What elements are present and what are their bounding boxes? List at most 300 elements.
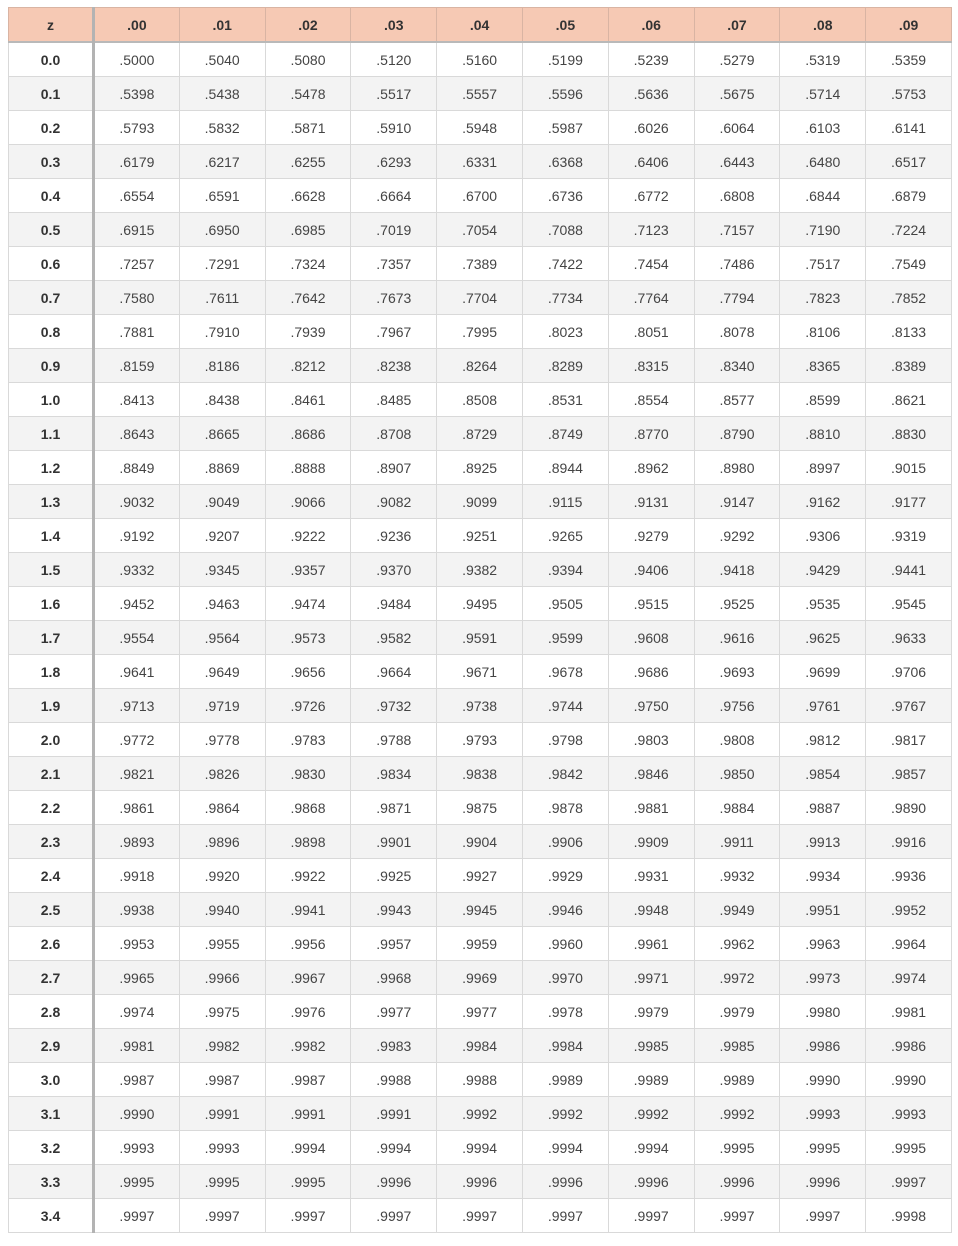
table-row bbox=[9, 451, 952, 485]
table-cell: .9881 bbox=[608, 791, 694, 825]
table-cell: .6628 bbox=[265, 179, 351, 213]
table-cell: .5871 bbox=[265, 111, 351, 145]
table-cell: .9875 bbox=[437, 791, 523, 825]
table-cell: .9995 bbox=[94, 1165, 180, 1199]
table-cell: .9147 bbox=[694, 485, 780, 519]
header-cell: .09 bbox=[866, 8, 952, 43]
table-cell: .9608 bbox=[608, 621, 694, 655]
table-cell: .9251 bbox=[437, 519, 523, 553]
table-cell: .5080 bbox=[265, 42, 351, 77]
table-cell: .5596 bbox=[522, 77, 608, 111]
table-cell: .9941 bbox=[265, 893, 351, 927]
table-cell: .8238 bbox=[351, 349, 437, 383]
table-cell: .8665 bbox=[179, 417, 265, 451]
table-cell: .9236 bbox=[351, 519, 437, 553]
table-cell: .8869 bbox=[179, 451, 265, 485]
table-cell: .9664 bbox=[351, 655, 437, 689]
table-header bbox=[9, 8, 952, 43]
table-cell: .6141 bbox=[866, 111, 952, 145]
table-cell: .8413 bbox=[94, 383, 180, 417]
table-cell: .8729 bbox=[437, 417, 523, 451]
table-cell: .9370 bbox=[351, 553, 437, 587]
table-cell: .9940 bbox=[179, 893, 265, 927]
table-cell: .6480 bbox=[780, 145, 866, 179]
table-cell: .5120 bbox=[351, 42, 437, 77]
table-cell: .9953 bbox=[94, 927, 180, 961]
table-cell: .9279 bbox=[608, 519, 694, 553]
table-row bbox=[9, 519, 952, 553]
table-cell: .7088 bbox=[522, 213, 608, 247]
table-cell: .8907 bbox=[351, 451, 437, 485]
row-z-label: 1.7 bbox=[9, 621, 94, 655]
table-cell: .6103 bbox=[780, 111, 866, 145]
table-cell: .9131 bbox=[608, 485, 694, 519]
table-cell: .9842 bbox=[522, 757, 608, 791]
table-cell: .9625 bbox=[780, 621, 866, 655]
table-cell: .9474 bbox=[265, 587, 351, 621]
table-cell: .9936 bbox=[866, 859, 952, 893]
header-cell-z: z bbox=[9, 8, 94, 43]
header-cell: .05 bbox=[522, 8, 608, 43]
table-cell: .7357 bbox=[351, 247, 437, 281]
row-z-label: 0.9 bbox=[9, 349, 94, 383]
table-cell: .9991 bbox=[265, 1097, 351, 1131]
table-cell: .9979 bbox=[694, 995, 780, 1029]
table-row bbox=[9, 791, 952, 825]
table-cell: .9994 bbox=[351, 1131, 437, 1165]
table-cell: .9988 bbox=[437, 1063, 523, 1097]
table-cell: .5359 bbox=[866, 42, 952, 77]
row-z-label: 2.6 bbox=[9, 927, 94, 961]
table-cell: .9292 bbox=[694, 519, 780, 553]
table-cell: .9904 bbox=[437, 825, 523, 859]
table-cell: .9162 bbox=[780, 485, 866, 519]
table-cell: .9756 bbox=[694, 689, 780, 723]
table-cell: .9994 bbox=[437, 1131, 523, 1165]
table-cell: .9981 bbox=[866, 995, 952, 1029]
table-cell: .6879 bbox=[866, 179, 952, 213]
table-cell: .9980 bbox=[780, 995, 866, 1029]
table-cell: .9913 bbox=[780, 825, 866, 859]
table-cell: .8708 bbox=[351, 417, 437, 451]
table-cell: .9948 bbox=[608, 893, 694, 927]
table-cell: .9826 bbox=[179, 757, 265, 791]
table-cell: .9960 bbox=[522, 927, 608, 961]
table-cell: .7190 bbox=[780, 213, 866, 247]
table-cell: .9985 bbox=[608, 1029, 694, 1063]
table-cell: .9767 bbox=[866, 689, 952, 723]
table-cell: .9990 bbox=[780, 1063, 866, 1097]
table-row bbox=[9, 1165, 952, 1199]
table-cell: .9982 bbox=[265, 1029, 351, 1063]
table-body bbox=[9, 42, 952, 1233]
table-cell: .9761 bbox=[780, 689, 866, 723]
table-cell: .9968 bbox=[351, 961, 437, 995]
table-cell: .9808 bbox=[694, 723, 780, 757]
table-cell: .6736 bbox=[522, 179, 608, 213]
table-cell: .9922 bbox=[265, 859, 351, 893]
table-cell: .9564 bbox=[179, 621, 265, 655]
table-cell: .9633 bbox=[866, 621, 952, 655]
table-cell: .9772 bbox=[94, 723, 180, 757]
table-row bbox=[9, 553, 952, 587]
table-cell: .9995 bbox=[265, 1165, 351, 1199]
table-cell: .9893 bbox=[94, 825, 180, 859]
table-cell: .8643 bbox=[94, 417, 180, 451]
row-z-label: 3.3 bbox=[9, 1165, 94, 1199]
table-cell: .9382 bbox=[437, 553, 523, 587]
table-cell: .9962 bbox=[694, 927, 780, 961]
table-row bbox=[9, 621, 952, 655]
table-cell: .9994 bbox=[608, 1131, 694, 1165]
table-row bbox=[9, 859, 952, 893]
table-cell: .9957 bbox=[351, 927, 437, 961]
table-cell: .8133 bbox=[866, 315, 952, 349]
table-cell: .6406 bbox=[608, 145, 694, 179]
table-cell: .9699 bbox=[780, 655, 866, 689]
table-cell: .7549 bbox=[866, 247, 952, 281]
table-cell: .8078 bbox=[694, 315, 780, 349]
table-cell: .9938 bbox=[94, 893, 180, 927]
table-cell: .6331 bbox=[437, 145, 523, 179]
table-cell: .9545 bbox=[866, 587, 952, 621]
table-cell: .9868 bbox=[265, 791, 351, 825]
table-cell: .9049 bbox=[179, 485, 265, 519]
table-cell: .9906 bbox=[522, 825, 608, 859]
table-cell: .6368 bbox=[522, 145, 608, 179]
table-cell: .9890 bbox=[866, 791, 952, 825]
table-cell: .5675 bbox=[694, 77, 780, 111]
table-cell: .9099 bbox=[437, 485, 523, 519]
header-cell: .03 bbox=[351, 8, 437, 43]
table-cell: .9686 bbox=[608, 655, 694, 689]
table-cell: .9992 bbox=[694, 1097, 780, 1131]
table-cell: .9726 bbox=[265, 689, 351, 723]
table-cell: .9998 bbox=[866, 1199, 952, 1233]
table-cell: .9987 bbox=[265, 1063, 351, 1097]
table-cell: .8686 bbox=[265, 417, 351, 451]
table-cell: .9961 bbox=[608, 927, 694, 961]
header-cell: .00 bbox=[94, 8, 180, 43]
table-cell: .9945 bbox=[437, 893, 523, 927]
table-cell: .9871 bbox=[351, 791, 437, 825]
table-cell: .7704 bbox=[437, 281, 523, 315]
row-z-label: 2.4 bbox=[9, 859, 94, 893]
table-row bbox=[9, 655, 952, 689]
table-cell: .9943 bbox=[351, 893, 437, 927]
table-cell: .8389 bbox=[866, 349, 952, 383]
table-row bbox=[9, 179, 952, 213]
table-cell: .9082 bbox=[351, 485, 437, 519]
table-cell: .5239 bbox=[608, 42, 694, 77]
table-cell: .9857 bbox=[866, 757, 952, 791]
table-cell: .9778 bbox=[179, 723, 265, 757]
table-cell: .6255 bbox=[265, 145, 351, 179]
row-z-label: 2.1 bbox=[9, 757, 94, 791]
header-cell: .08 bbox=[780, 8, 866, 43]
table-cell: .9505 bbox=[522, 587, 608, 621]
table-cell: .8289 bbox=[522, 349, 608, 383]
table-cell: .9973 bbox=[780, 961, 866, 995]
table-cell: .9988 bbox=[351, 1063, 437, 1097]
table-cell: .9992 bbox=[522, 1097, 608, 1131]
table-cell: .9995 bbox=[694, 1131, 780, 1165]
row-z-label: 1.0 bbox=[9, 383, 94, 417]
table-cell: .9989 bbox=[522, 1063, 608, 1097]
table-cell: .8264 bbox=[437, 349, 523, 383]
table-cell: .7257 bbox=[94, 247, 180, 281]
table-cell: .9222 bbox=[265, 519, 351, 553]
table-cell: .9987 bbox=[94, 1063, 180, 1097]
table-cell: .9896 bbox=[179, 825, 265, 859]
table-cell: .9515 bbox=[608, 587, 694, 621]
table-cell: .9995 bbox=[780, 1131, 866, 1165]
table-cell: .9015 bbox=[866, 451, 952, 485]
table-cell: .9978 bbox=[522, 995, 608, 1029]
table-cell: .8830 bbox=[866, 417, 952, 451]
table-cell: .8599 bbox=[780, 383, 866, 417]
table-row bbox=[9, 825, 952, 859]
row-z-label: 2.3 bbox=[9, 825, 94, 859]
table-cell: .8508 bbox=[437, 383, 523, 417]
row-z-label: 0.6 bbox=[9, 247, 94, 281]
table-cell: .9887 bbox=[780, 791, 866, 825]
table-cell: .5160 bbox=[437, 42, 523, 77]
table-cell: .9678 bbox=[522, 655, 608, 689]
table-cell: .7939 bbox=[265, 315, 351, 349]
table-cell: .7823 bbox=[780, 281, 866, 315]
table-cell: .7517 bbox=[780, 247, 866, 281]
table-cell: .6217 bbox=[179, 145, 265, 179]
table-cell: .6064 bbox=[694, 111, 780, 145]
table-cell: .7734 bbox=[522, 281, 608, 315]
table-cell: .8849 bbox=[94, 451, 180, 485]
table-cell: .5948 bbox=[437, 111, 523, 145]
table-row bbox=[9, 281, 952, 315]
table-cell: .9992 bbox=[608, 1097, 694, 1131]
table-cell: .8461 bbox=[265, 383, 351, 417]
table-cell: .9997 bbox=[522, 1199, 608, 1233]
row-z-label: 0.8 bbox=[9, 315, 94, 349]
header-cell: .07 bbox=[694, 8, 780, 43]
table-cell: .9406 bbox=[608, 553, 694, 587]
table-cell: .8962 bbox=[608, 451, 694, 485]
table-cell: .9982 bbox=[179, 1029, 265, 1063]
table-cell: .9993 bbox=[866, 1097, 952, 1131]
table-cell: .9951 bbox=[780, 893, 866, 927]
table-cell: .9357 bbox=[265, 553, 351, 587]
table-row bbox=[9, 757, 952, 791]
table-cell: .5438 bbox=[179, 77, 265, 111]
table-cell: .9996 bbox=[608, 1165, 694, 1199]
table-row bbox=[9, 145, 952, 179]
table-row bbox=[9, 995, 952, 1029]
table-cell: .9812 bbox=[780, 723, 866, 757]
header-cell: .01 bbox=[179, 8, 265, 43]
table-cell: .8810 bbox=[780, 417, 866, 451]
table-cell: .9911 bbox=[694, 825, 780, 859]
row-z-label: 0.0 bbox=[9, 42, 94, 77]
table-cell: .9984 bbox=[522, 1029, 608, 1063]
table-cell: .9525 bbox=[694, 587, 780, 621]
table-cell: .9991 bbox=[179, 1097, 265, 1131]
table-cell: .6915 bbox=[94, 213, 180, 247]
table-cell: .9535 bbox=[780, 587, 866, 621]
table-cell: .6700 bbox=[437, 179, 523, 213]
table-cell: .9971 bbox=[608, 961, 694, 995]
table-cell: .8621 bbox=[866, 383, 952, 417]
table-cell: .9949 bbox=[694, 893, 780, 927]
table-cell: .9984 bbox=[437, 1029, 523, 1063]
table-cell: .9974 bbox=[866, 961, 952, 995]
table-cell: .9997 bbox=[179, 1199, 265, 1233]
table-cell: .9901 bbox=[351, 825, 437, 859]
table-row bbox=[9, 723, 952, 757]
header-cell: .04 bbox=[437, 8, 523, 43]
header-cell: .02 bbox=[265, 8, 351, 43]
row-z-label: 0.2 bbox=[9, 111, 94, 145]
row-z-label: 3.0 bbox=[9, 1063, 94, 1097]
table-cell: .9986 bbox=[866, 1029, 952, 1063]
row-z-label: 3.1 bbox=[9, 1097, 94, 1131]
table-cell: .6517 bbox=[866, 145, 952, 179]
table-cell: .9032 bbox=[94, 485, 180, 519]
header-cell: .06 bbox=[608, 8, 694, 43]
table-cell: .9966 bbox=[179, 961, 265, 995]
table-cell: .9649 bbox=[179, 655, 265, 689]
table-cell: .7454 bbox=[608, 247, 694, 281]
table-cell: .7422 bbox=[522, 247, 608, 281]
table-cell: .8051 bbox=[608, 315, 694, 349]
table-cell: .9986 bbox=[780, 1029, 866, 1063]
table-cell: .9990 bbox=[866, 1063, 952, 1097]
table-row bbox=[9, 1029, 952, 1063]
table-row bbox=[9, 383, 952, 417]
table-cell: .9983 bbox=[351, 1029, 437, 1063]
table-cell: .9997 bbox=[437, 1199, 523, 1233]
table-cell: .9573 bbox=[265, 621, 351, 655]
table-row bbox=[9, 961, 952, 995]
table-cell: .8023 bbox=[522, 315, 608, 349]
table-cell: .9838 bbox=[437, 757, 523, 791]
table-cell: .6950 bbox=[179, 213, 265, 247]
table-cell: .6844 bbox=[780, 179, 866, 213]
table-row bbox=[9, 893, 952, 927]
table-cell: .9265 bbox=[522, 519, 608, 553]
table-cell: .9996 bbox=[694, 1165, 780, 1199]
table-cell: .9996 bbox=[437, 1165, 523, 1199]
table-cell: .9830 bbox=[265, 757, 351, 791]
table-cell: .7642 bbox=[265, 281, 351, 315]
table-row bbox=[9, 485, 952, 519]
table-cell: .9394 bbox=[522, 553, 608, 587]
table-cell: .9981 bbox=[94, 1029, 180, 1063]
table-cell: .9997 bbox=[694, 1199, 780, 1233]
table-cell: .9850 bbox=[694, 757, 780, 791]
table-cell: .9418 bbox=[694, 553, 780, 587]
row-z-label: 1.5 bbox=[9, 553, 94, 587]
table-cell: .9793 bbox=[437, 723, 523, 757]
table-cell: .5517 bbox=[351, 77, 437, 111]
table-cell: .9861 bbox=[94, 791, 180, 825]
table-cell: .8365 bbox=[780, 349, 866, 383]
table-cell: .9693 bbox=[694, 655, 780, 689]
table-cell: .9955 bbox=[179, 927, 265, 961]
table-row bbox=[9, 315, 952, 349]
table-cell: .9854 bbox=[780, 757, 866, 791]
table-cell: .9115 bbox=[522, 485, 608, 519]
row-z-label: 2.8 bbox=[9, 995, 94, 1029]
table-cell: .8577 bbox=[694, 383, 780, 417]
table-cell: .9952 bbox=[866, 893, 952, 927]
row-z-label: 0.7 bbox=[9, 281, 94, 315]
table-cell: .8790 bbox=[694, 417, 780, 451]
table-cell: .9994 bbox=[265, 1131, 351, 1165]
table-cell: .6985 bbox=[265, 213, 351, 247]
table-cell: .9965 bbox=[94, 961, 180, 995]
table-cell: .8186 bbox=[179, 349, 265, 383]
table-cell: .9995 bbox=[179, 1165, 265, 1199]
table-row bbox=[9, 247, 952, 281]
table-cell: .9990 bbox=[94, 1097, 180, 1131]
table-row bbox=[9, 1199, 952, 1233]
table-cell: .8485 bbox=[351, 383, 437, 417]
table-cell: .6591 bbox=[179, 179, 265, 213]
table-cell: .9979 bbox=[608, 995, 694, 1029]
table-cell: .9834 bbox=[351, 757, 437, 791]
table-cell: .9991 bbox=[351, 1097, 437, 1131]
table-cell: .9332 bbox=[94, 553, 180, 587]
table-cell: .8554 bbox=[608, 383, 694, 417]
table-cell: .9591 bbox=[437, 621, 523, 655]
table-cell: .7967 bbox=[351, 315, 437, 349]
table-cell: .9929 bbox=[522, 859, 608, 893]
z-table bbox=[8, 7, 952, 1233]
table-cell: .9997 bbox=[351, 1199, 437, 1233]
row-z-label: 0.1 bbox=[9, 77, 94, 111]
table-cell: .9993 bbox=[94, 1131, 180, 1165]
table-row bbox=[9, 927, 952, 961]
table-cell: .6443 bbox=[694, 145, 780, 179]
table-cell: .5478 bbox=[265, 77, 351, 111]
table-cell: .9918 bbox=[94, 859, 180, 893]
table-row bbox=[9, 587, 952, 621]
table-cell: .9997 bbox=[265, 1199, 351, 1233]
table-cell: .9319 bbox=[866, 519, 952, 553]
row-z-label: 2.7 bbox=[9, 961, 94, 995]
table-cell: .9345 bbox=[179, 553, 265, 587]
table-cell: .9898 bbox=[265, 825, 351, 859]
table-cell: .5714 bbox=[780, 77, 866, 111]
table-row bbox=[9, 77, 952, 111]
table-cell: .9976 bbox=[265, 995, 351, 1029]
table-cell: .7157 bbox=[694, 213, 780, 247]
table-cell: .5040 bbox=[179, 42, 265, 77]
table-cell: .7764 bbox=[608, 281, 694, 315]
table-cell: .7291 bbox=[179, 247, 265, 281]
table-cell: .9997 bbox=[780, 1199, 866, 1233]
row-z-label: 0.4 bbox=[9, 179, 94, 213]
table-cell: .5910 bbox=[351, 111, 437, 145]
table-cell: .9995 bbox=[866, 1131, 952, 1165]
table-cell: .6772 bbox=[608, 179, 694, 213]
row-z-label: 0.5 bbox=[9, 213, 94, 247]
table-cell: .9927 bbox=[437, 859, 523, 893]
table-cell: .5319 bbox=[780, 42, 866, 77]
table-cell: .5557 bbox=[437, 77, 523, 111]
table-cell: .8770 bbox=[608, 417, 694, 451]
table-cell: .8159 bbox=[94, 349, 180, 383]
